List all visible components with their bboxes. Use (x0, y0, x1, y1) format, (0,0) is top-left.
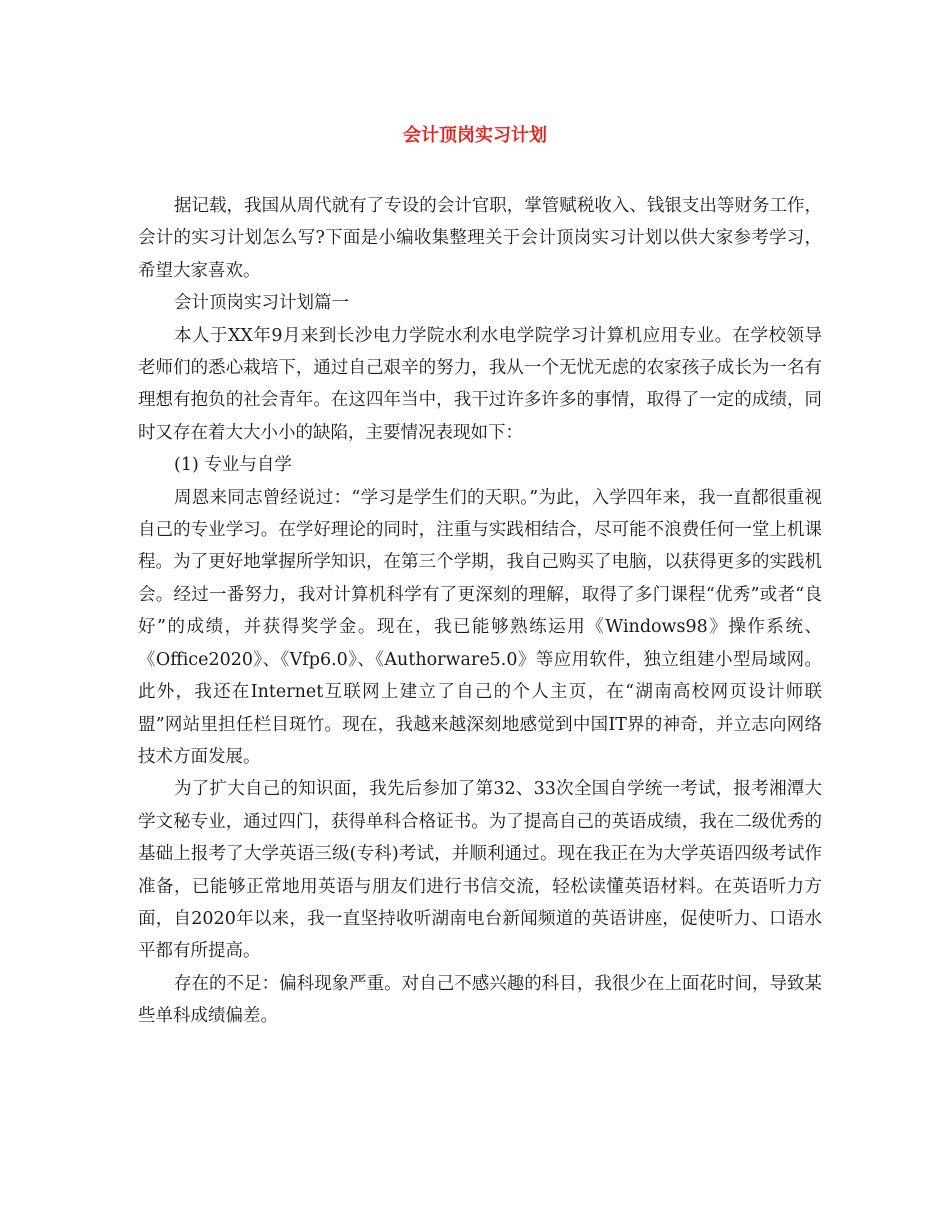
document-title: 会计顶岗实习计划 (403, 125, 547, 146)
paragraph-shortcomings: 存在的不足：偏科现象严重。对自己不感兴趣的科目，我很少在上面花时间，导致某些单科成绩偏差。 (138, 973, 822, 1027)
subsection-heading: (1) 专业与自学 (174, 455, 292, 476)
paragraph-background: 本人于XX年9月来到长沙电力学院水利水电学院学习计算机应用专业。在学校领导老师们的悉心栽培下，通过自己艰辛的努力，我从一个无忧无虑的农家孩子成长为一名有理想有抱负的社会青年。在这四年当中，我干过许多许多的事情，取得了一定的成绩，同时又存在着大大小小的缺陷，主要情况表现如下： (138, 325, 822, 443)
paragraph-self-study: 为了扩大自己的知识面，我先后参加了第32、33次全国自学统一考试，报考湘潭大学文秘专业，通过四门，获得单科合格证书。为了提高自己的英语成绩，我在二级优秀的基础上报考了大学英语三级(专科)考试，并顺利通过。现在我正在为大学英语四级考试作准备，已能够正常地用英语与朋友们进行书信交流，轻松读懂英语材料。在英语听力方面，自2020年以来，我一直坚持收听湖南电台新闻频道的英语讲座，促使听力、口语水平都有所提高。 (138, 779, 822, 962)
paragraph-intro: 据记载，我国从周代就有了专设的会计官职，掌管赋税收入、钱银支出等财务工作，会计的实习计划怎么写?下面是小编收集整理关于会计顶岗实习计划以供大家参考学习，希望大家喜欢。 (138, 196, 822, 281)
document-body (138, 190, 822, 1033)
section-heading: 会计顶岗实习计划篇一 (174, 293, 349, 314)
paragraph-study: 周恩来同志曾经说过：“学习是学生们的天职。”为此，入学四年来，我一直都很重视自己的专业学习。在学好理论的同时，注重与实践相结合，尽可能不浪费任何一堂上机课程。为了更好地掌握所学知识，在第三个学期，我自己购买了电脑，以获得更多的实践机会。经过一番努力，我对计算机科学有了更深刻的理解，取得了多门课程“优秀”或者“良好”的成绩，并获得奖学金。现在，我已能够熟练运用《Windows98》操作系统、《Office2020》、《Vfp6.0》、《Authorware5.0》等应用软件，独立组建小型局域网。此外，我还在Internet互联网上建立了自己的个人主页，在“湖南高校网页设计师联盟”网站里担任栏目斑竹。现在，我越来越深刻地感觉到中国IT界的神奇，并立志向网络技术方面发展。 (138, 487, 822, 767)
